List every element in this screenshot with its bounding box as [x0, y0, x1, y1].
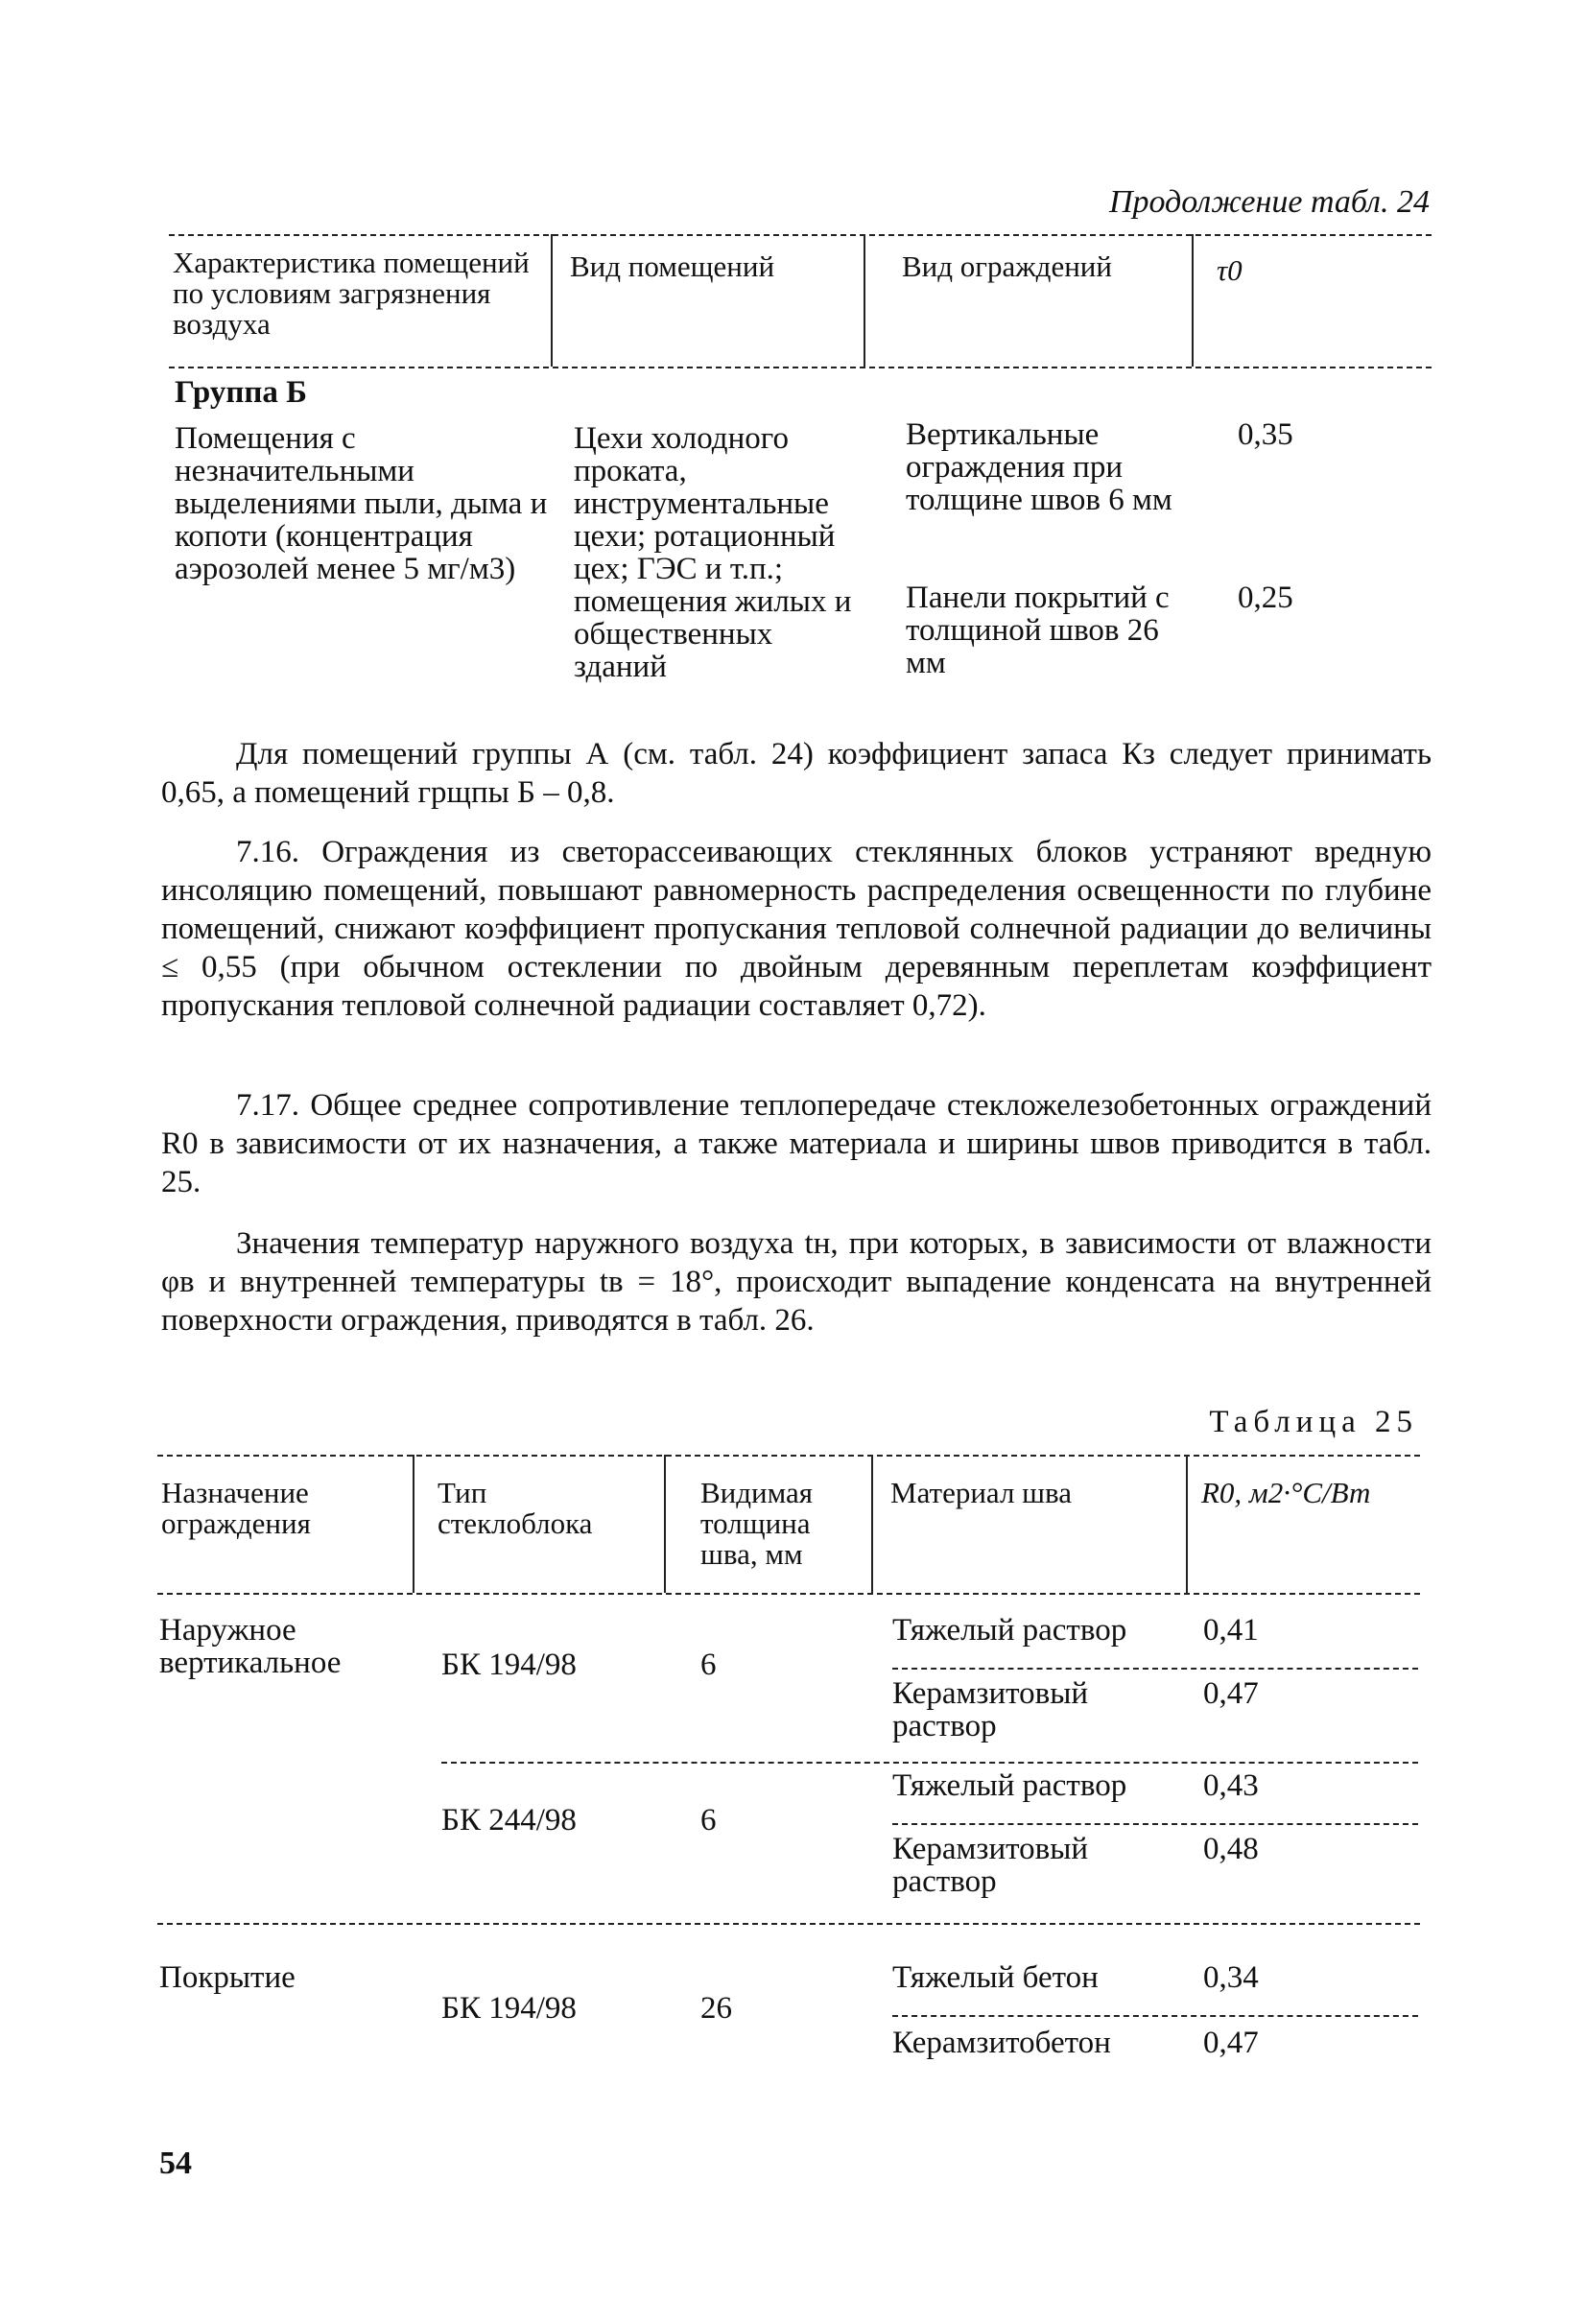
table25-block-type: БК 194/98 [441, 1991, 577, 2026]
table25-material: Тяжелый раствор [892, 1768, 1127, 1803]
table25-top-rule [157, 1455, 1420, 1457]
table25-material: Керамзитовый раствор [892, 1676, 1089, 1743]
page-number: 54 [159, 2146, 192, 2181]
table25-block-type: БК 244/98 [441, 1803, 577, 1838]
paragraph-7-17: 7.17. Общее среднее сопротивление теплопередаче стекложелезобетонных ограждений R0 в зависимости от их назначения, а также материала и ширины швов приводится в табл. 25. [161, 1088, 1432, 1199]
table24-enclosure-roof-panels: Панели покрытий с толщиной швов 26 мм [906, 581, 1170, 680]
table25-header-block-type: Тип стеклоблока [438, 1476, 593, 1540]
table25-block-rule [441, 1762, 1418, 1764]
table25-row-rule [892, 1823, 1418, 1825]
table25-col-divider [871, 1455, 873, 1593]
table25-r0-value: 0,34 [1203, 1960, 1259, 1995]
table24-header-rule [169, 367, 1432, 368]
table25-material: Керамзитобетон [892, 2026, 1111, 2060]
table25-purpose-vertical: Наружное вертикальное [159, 1613, 342, 1680]
table25-header-rule [157, 1593, 1420, 1595]
table24-continuation-caption: Продолжение табл. 24 [1108, 184, 1430, 220]
table25-r0-value: 0,47 [1203, 2026, 1259, 2060]
table24-header-tau: τ0 [1217, 253, 1243, 287]
table25-r0-value: 0,41 [1203, 1613, 1259, 1648]
table25-block-type: БК 194/98 [441, 1648, 577, 1682]
table24-header-room-type: Вид помещений [570, 249, 775, 283]
table25-header-seam-material: Материал шва [890, 1476, 1073, 1509]
table24-top-rule [169, 234, 1432, 236]
table25-row-rule [892, 1668, 1418, 1670]
table24-group-b-description: Помещения с незначительными выделениями пыли, дыма и копоти (концентрация аэрозолей менее 5 мг/м3) [175, 421, 548, 586]
table24-header-enclosure-type: Вид ограждений [902, 249, 1112, 283]
table24-col-divider [1192, 234, 1194, 367]
table24-col-divider [864, 234, 865, 367]
table25-col-divider [664, 1455, 666, 1593]
table24-col-divider [551, 234, 553, 367]
table25-header-purpose: Назначение ограждения [161, 1476, 311, 1540]
table25-seam-thickness: 6 [700, 1648, 717, 1682]
table25-col-divider [1186, 1455, 1188, 1593]
table25-header-r0: R0, м2·°С/Вт [1201, 1476, 1371, 1509]
table25-seam-thickness: 6 [700, 1803, 717, 1838]
table25-r0-value: 0,47 [1203, 1676, 1259, 1711]
table25-col-divider [413, 1455, 414, 1593]
table25-material: Тяжелый раствор [892, 1613, 1127, 1648]
table25-seam-thickness: 26 [700, 1991, 732, 2026]
table24-tau-roof-panels: 0,25 [1238, 581, 1293, 615]
table25-material: Керамзитовый раствор [892, 1832, 1089, 1899]
table25-purpose-roof: Покрытие [159, 1960, 296, 1995]
table24-enclosure-vertical: Вертикальные ограждения при толщине швов 6 мм [906, 417, 1172, 517]
table24-group-title: Группа Б [175, 375, 307, 410]
table25-r0-value: 0,48 [1203, 1832, 1259, 1866]
table24-tau-vertical: 0,35 [1238, 417, 1293, 452]
table25-material: Тяжелый бетон [892, 1960, 1099, 1995]
table24-group-b-rooms: Цехи холодного проката, инструментальные цехи; ротационный цех; ГЭС и т.п.; помещения жилых и общественных зданий [574, 421, 852, 684]
table24-header-condition: Характеристика помещений по условиям загрязнения воздуха [173, 246, 530, 341]
table25-header-seam-thickness: Видимая толщина шва, мм [700, 1476, 814, 1571]
table25-caption: Таблица 25 [1209, 1405, 1418, 1439]
paragraph-reserve-factor: Для помещений группы А (см. табл. 24) коэффициент запаса Кз следует принимать 0,65, а помещений грщпы Б – 0,8. [161, 737, 1432, 810]
paragraph-7-16: 7.16. Ограждения из светорассеивающих стеклянных блоков устраняют вредную инсоляцию помещений, повышают равномерность распределения освещенности по глубине помещений, снижают коэффициент пропускания тепловой солнечной радиации до величины ≤ 0,55 (при обычном остеклении по двойным деревянным переплетам коэффициент пропускания тепловой солнечной радиации составляет 0,72). [161, 835, 1432, 1023]
paragraph-condensation-temperatures: Значения температур наружного воздуха tн, при которых, в зависимости от влажности φв и внутренней температуры tв = 18°, происходит выпадение конденсата на внутренней поверхности ограждения, приводятся в табл. 26. [161, 1226, 1432, 1338]
table25-row-rule [892, 2015, 1418, 2017]
table25-r0-value: 0,43 [1203, 1768, 1259, 1803]
table25-group-rule [157, 1923, 1420, 1925]
